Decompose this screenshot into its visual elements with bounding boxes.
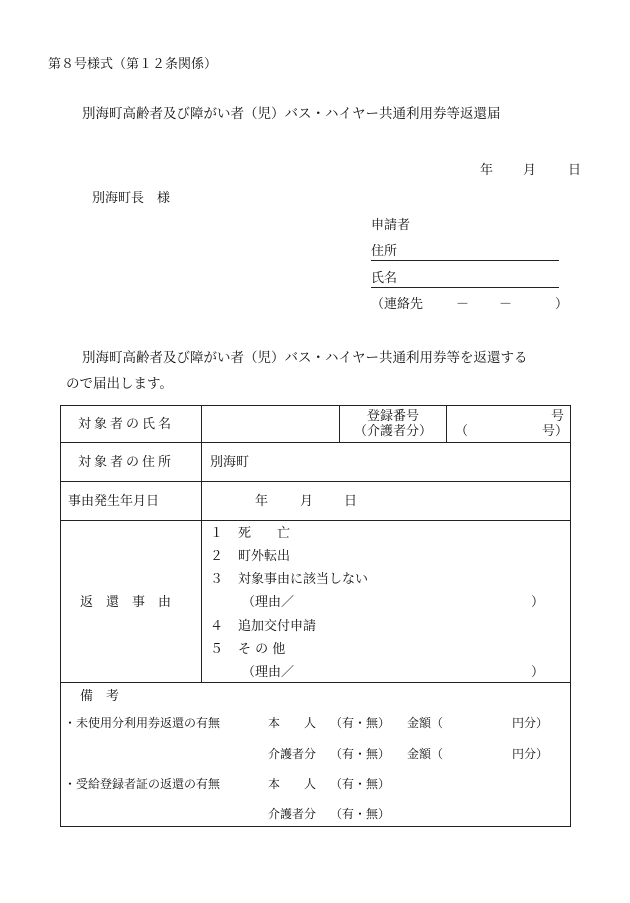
reason-text: 対象事由に該当しない [238,572,369,587]
applicant-name-label: 氏名 [371,271,398,286]
reason-text: そ の 他 [238,642,286,657]
date-day-label: 日 [568,163,582,178]
reason-text: 死 亡 [238,526,291,541]
registration-label-2: （介護者分） [353,424,432,439]
applicant-address-underline [371,260,559,261]
contact-close: ） [555,297,569,312]
self-label: 本 人 [268,716,317,730]
amount-label: 金額（ [407,716,444,730]
reason-detail-open: （理由／ [242,595,295,610]
reason-detail-close: ） [531,595,545,610]
reason-text: 町外転出 [238,549,291,564]
reason-num: ５ [210,642,224,657]
amount-label: 金額（ [407,747,444,761]
date-year-label: 年 [480,163,494,178]
reason-num: １ [210,526,224,541]
document-title: 別海町高齢者及び障がい者（児）バス・ハイヤー共通利用券等返還届 [82,106,501,122]
target-address-value: 別海町 [210,455,250,470]
occurrence-day: 日 [344,494,358,509]
yes-no: （有・無） [330,747,391,761]
remarks-label: 備 考 [80,689,120,704]
statement-line-2: ので届出します。 [66,376,173,392]
date-month-label: 月 [523,163,537,178]
reason-other-close: ） [531,665,545,680]
registration-paren-open: （ [455,424,469,439]
yen-label: 円分） [512,747,549,761]
target-name-label: 対象者の氏名 [78,417,175,432]
occurrence-month: 月 [300,494,314,509]
certificate-return-label: ・受給登録者証の返還の有無 [64,777,221,791]
caregiver-label: 介護者分 [268,747,317,761]
reason-num: ３ [210,572,224,587]
registration-go-1: 号 [551,409,565,424]
return-reason-label: 返 還 事 由 [80,595,172,610]
addressee: 別海町長 様 [92,191,171,206]
yes-no: （有・無） [330,716,391,730]
applicant-name-underline [371,287,559,288]
yes-no: （有・無） [330,807,391,821]
target-address-label: 対象者の住所 [78,455,175,470]
registration-label-1: 登録番号 [366,409,419,424]
statement-line-1: 別海町高齢者及び障がい者（児）バス・ハイヤー共通利用券等を返還する [82,350,528,366]
caregiver-label: 介護者分 [268,807,317,821]
reason-other-open: （理由／ [242,665,295,680]
unused-ticket-return-label: ・未使用分利用券返還の有無 [64,716,221,730]
reason-num: ４ [210,619,224,634]
applicant-contact-open: （連絡先 [371,297,424,312]
reason-num: ２ [210,549,224,564]
contact-dash-1: － [456,297,470,312]
yes-no: （有・無） [330,777,391,791]
applicant-heading: 申請者 [371,218,411,233]
form-number-label: 第８号様式（第１２条関係） [48,57,218,72]
registration-go-2: 号） [542,424,569,439]
occurrence-date-label: 事由発生年月日 [68,494,160,509]
contact-dash-2: － [499,297,513,312]
yen-label: 円分） [512,716,549,730]
self-label: 本 人 [268,777,317,791]
reason-text: 追加交付申請 [238,619,317,634]
applicant-address-label: 住所 [371,244,398,259]
occurrence-year: 年 [255,494,269,509]
